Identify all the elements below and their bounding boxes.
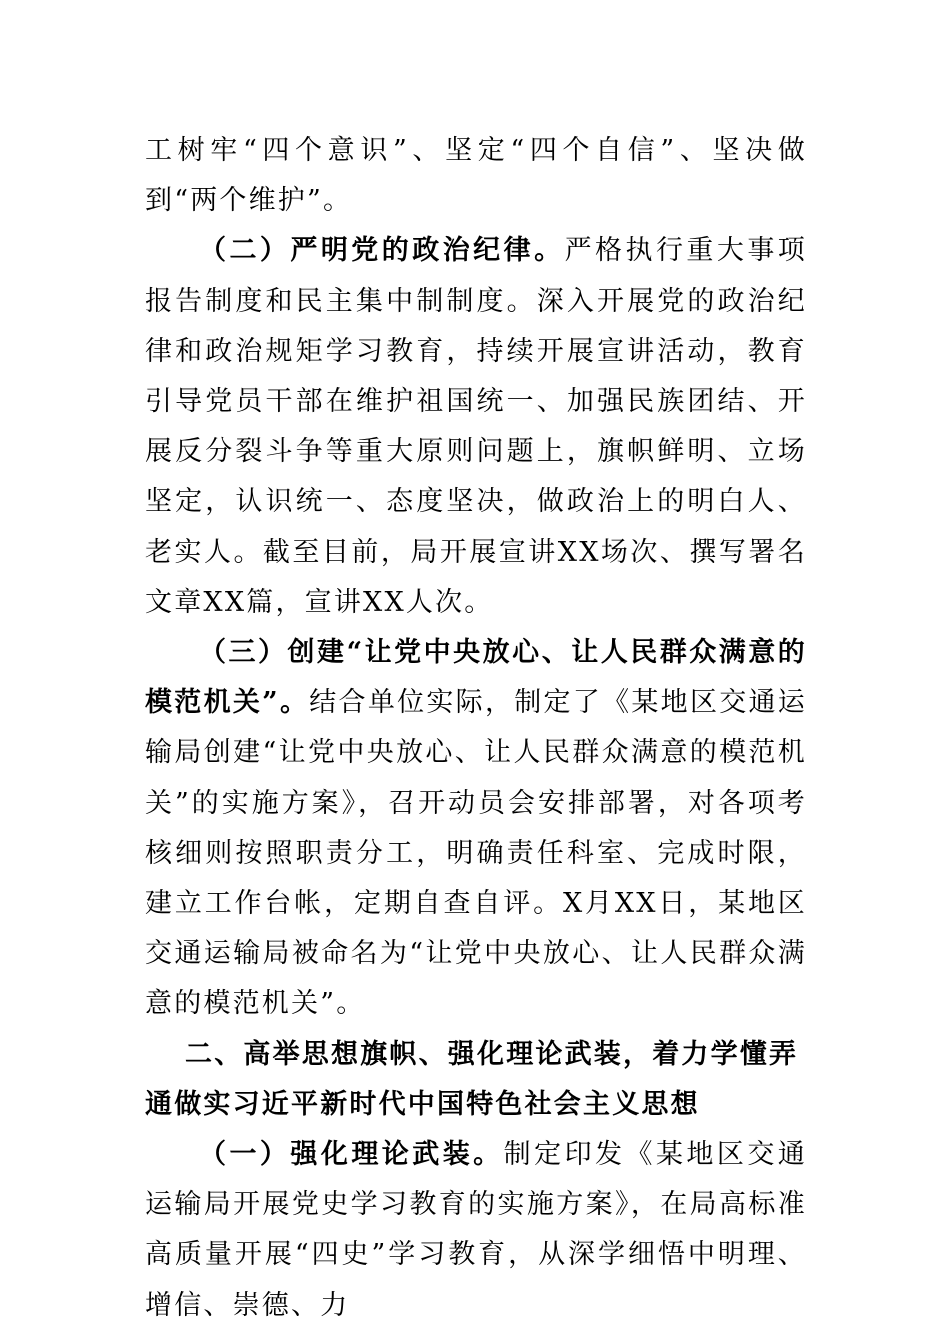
paragraph-body-text: 工树牢“四个意识”、坚定“四个自信”、坚决做到“两个维护”。 [145, 135, 807, 217]
paragraph-political-discipline [145, 226, 807, 628]
paragraph-lead-heading: （三）创建“让党中央放心、让人民群众满意的模范机关”。 [145, 637, 807, 719]
document-body [145, 126, 807, 1331]
paragraph-theory-arming [145, 1130, 807, 1331]
paragraph-model-organ [145, 628, 807, 1030]
section-heading-text: 二、高举思想旗帜、强化理论武装，着力学懂弄通做实习近平新时代中国特色社会主义思想 [145, 1038, 799, 1120]
paragraph-body-text: 结合单位实际，制定了《某地区交通运输局创建“让党中央放心、让人民群众满意的模范机关”的实施方案》，召开动员会安排部署，对各项考核细则按照职责分工，明确责任科室、完成时限，建立工作台帐，定期自查自评。X月XX日，某地区交通运输局被命名为“让党中央放心、让人民群众满意的模范机关”。 [145, 687, 808, 1020]
paragraph-body-text: 制定印发《某地区交通运输局开展党史学习教育的实施方案》，在局高标准高质量开展“四史”学习教育，从深学细悟中明理、增信、崇德、力 [145, 1139, 808, 1321]
section-heading-two [145, 1030, 807, 1130]
paragraph-continuation [145, 126, 807, 226]
paragraph-lead-heading: （一）强化理论武装。 [199, 1139, 504, 1171]
paragraph-lead-heading: （二）严明党的政治纪律。 [199, 235, 565, 267]
paragraph-body-text: 严格执行重大事项报告制度和民主集中制制度。深入开展党的政治纪律和政治规矩学习教育，持续开展宣讲活动，教育引导党员干部在维护祖国统一、加强民族团结、开展反分裂斗争等重大原则问题上，旗帜鲜明、立场坚定，认识统一、态度坚决，做政治上的明白人、老实人。截至目前，局开展宣讲XX场次、撰写署名文章XX篇，宣讲XX人次。 [145, 235, 807, 618]
